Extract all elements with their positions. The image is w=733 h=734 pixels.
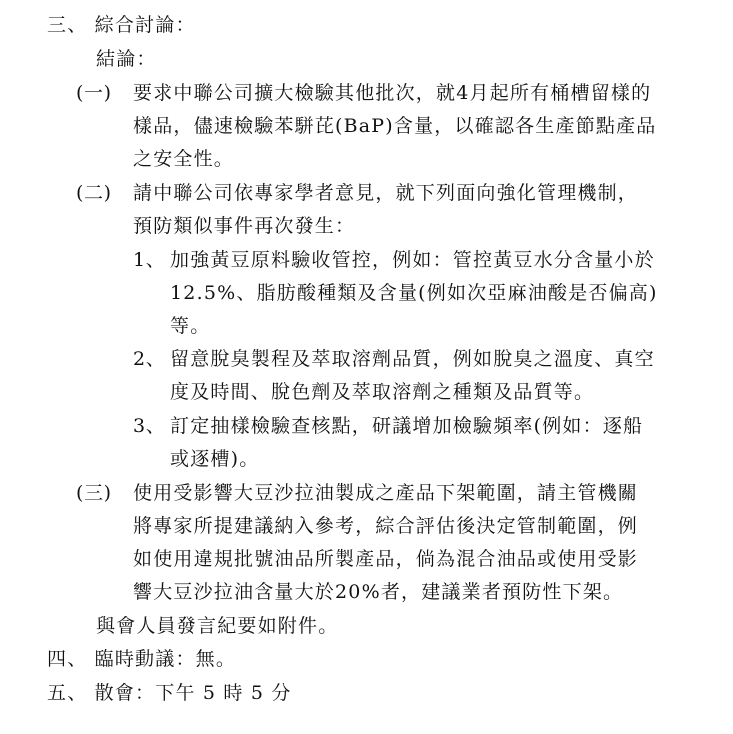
item-1-marker: (一) — [76, 82, 112, 104]
subitem-1-number: 1、 — [133, 249, 166, 271]
subitem-3-number: 3、 — [133, 415, 166, 437]
subitem-2-line-1: 留意脫臭製程及萃取溶劑品質，例如脫臭之溫度、真空 — [170, 348, 655, 370]
subitem-2-line-2: 度及時間、脫色劑及萃取溶劑之種類及品質等。 — [170, 381, 595, 403]
subitem-3-line-1: 訂定抽樣檢驗查核點，研議增加檢驗頻率(例如：逐船 — [170, 415, 644, 437]
item-2-marker: (二) — [76, 182, 112, 204]
section-4-ad-hoc-motions: 四、 臨時動議：無。 — [47, 648, 237, 670]
item-3-line-1: 使用受影響大豆沙拉油製成之產品下架範圍，請主管機關 — [133, 482, 639, 504]
subitem-1-line-1: 加強黃豆原料驗收管控，例如：管控黃豆水分含量小於 — [170, 249, 655, 271]
section-3-heading: 三、 綜合討論： — [47, 14, 196, 36]
item-3-line-4: 響大豆沙拉油含量大於20%者，建議業者預防性下架。 — [133, 581, 624, 603]
item-1-line-1: 要求中聯公司擴大檢驗其他批次，就4月起所有桶槽留樣的 — [133, 82, 652, 104]
conclusion-label: 結論： — [96, 48, 157, 70]
item-3-line-2: 將專家所提建議納入參考，綜合評估後決定管制範圍，例 — [133, 515, 639, 537]
subitem-2-number: 2、 — [133, 348, 166, 370]
attachment-note: 與會人員發言紀要如附件。 — [96, 615, 339, 637]
item-2-line-2: 預防類似事件再次發生： — [133, 215, 356, 237]
item-2-line-1: 請中聯公司依專家學者意見，就下列面向強化管理機制， — [133, 182, 639, 204]
item-1-line-2: 樣品，儘速檢驗苯駢芘(BaP)含量，以確認各生產節點產品 — [133, 115, 657, 137]
section-5-adjournment: 五、 散會：下午 5 時 5 分 — [47, 682, 292, 704]
item-1-line-3: 之安全性。 — [133, 148, 235, 170]
item-3-marker: (三) — [76, 482, 112, 504]
item-3-line-3: 如使用違規批號油品所製產品，倘為混合油品或使用受影 — [133, 548, 639, 570]
subitem-3-line-2: 或逐槽)。 — [170, 448, 260, 470]
subitem-1-line-2: 12.5%、脂肪酸種類及含量(例如次亞麻油酸是否偏高) — [170, 282, 658, 304]
subitem-1-line-3: 等。 — [170, 315, 211, 337]
